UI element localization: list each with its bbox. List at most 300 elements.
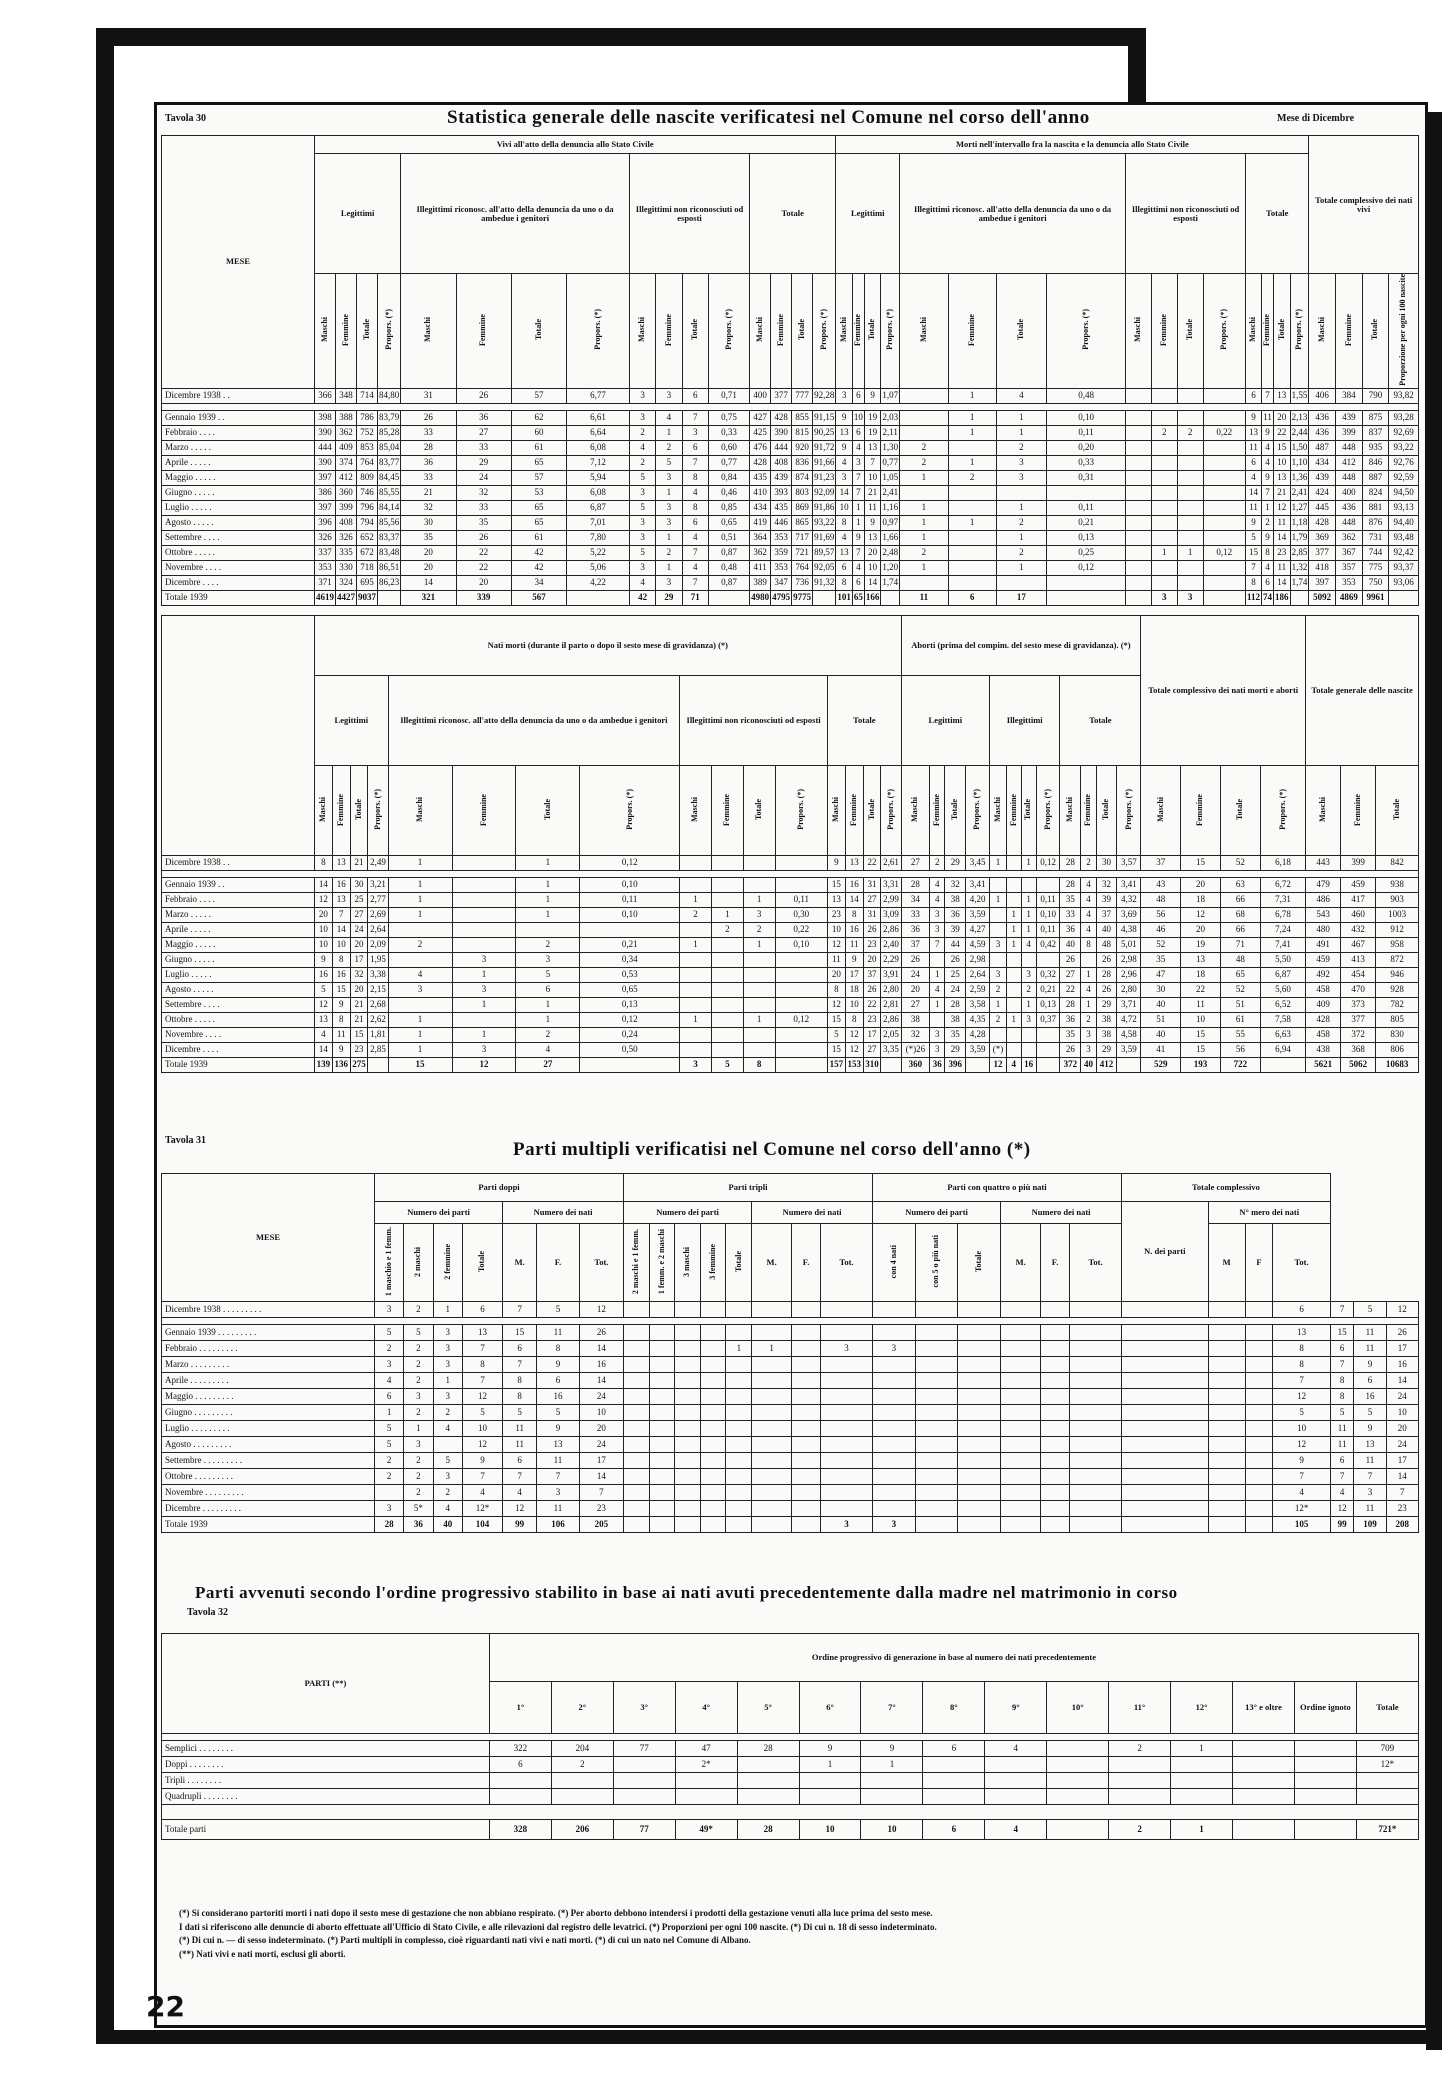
cell: 16 bbox=[579, 1357, 623, 1373]
cell bbox=[1203, 530, 1246, 545]
cell: 12 bbox=[1181, 908, 1221, 923]
cell: 101 bbox=[836, 590, 853, 605]
cell: 14 bbox=[1274, 575, 1291, 590]
cell: 1 bbox=[989, 893, 1006, 908]
cell: 33 bbox=[456, 440, 511, 455]
table30-label: Tavola 30 bbox=[165, 113, 207, 124]
col31-c2 bbox=[404, 1224, 433, 1302]
cell: 9 bbox=[537, 1357, 580, 1373]
col-c_m-4 bbox=[836, 274, 853, 389]
cell: 1 bbox=[743, 938, 775, 953]
cell bbox=[792, 1389, 821, 1405]
cell: 26 bbox=[456, 388, 511, 403]
cell: 8 bbox=[845, 1013, 863, 1028]
cell: 16 bbox=[1354, 1389, 1386, 1405]
cell bbox=[1001, 1373, 1041, 1389]
cell: 40 bbox=[1081, 1058, 1096, 1073]
cell bbox=[388, 998, 452, 1013]
cell: 2 bbox=[404, 1485, 433, 1501]
cell: 31 bbox=[401, 388, 456, 403]
col2-c_m-7-text: Maschi bbox=[1155, 797, 1165, 822]
cell: 364 bbox=[750, 530, 771, 545]
cell: 27 bbox=[516, 1058, 580, 1073]
cell: 806 bbox=[1376, 1043, 1419, 1058]
cell bbox=[861, 1789, 923, 1805]
cell: 13 bbox=[332, 893, 350, 908]
cell bbox=[1151, 470, 1177, 485]
cell: 12 bbox=[1386, 1302, 1418, 1318]
document-page bbox=[154, 102, 1428, 2028]
cell bbox=[792, 1357, 821, 1373]
col-c_m-4-text: Maschi bbox=[838, 317, 848, 343]
cell: 93,22 bbox=[1389, 440, 1419, 455]
cell: 33 bbox=[401, 425, 456, 440]
cell: 65 bbox=[511, 515, 566, 530]
cell bbox=[1122, 1485, 1209, 1501]
cell bbox=[1208, 1389, 1245, 1405]
cell: 13 bbox=[845, 856, 863, 871]
total-row bbox=[162, 1058, 1419, 1073]
cell bbox=[623, 1501, 649, 1517]
cell: 47 bbox=[675, 1741, 737, 1757]
col-c_m-2-text: Maschi bbox=[637, 317, 647, 343]
cell: 0,12 bbox=[1047, 560, 1126, 575]
cell: 8 bbox=[537, 1341, 580, 1357]
cell: 347 bbox=[771, 575, 792, 590]
cell: 0,84 bbox=[708, 470, 749, 485]
table-row bbox=[162, 560, 1419, 575]
cell: 36 bbox=[930, 1058, 945, 1073]
cell: 16 bbox=[845, 878, 863, 893]
cell bbox=[737, 1773, 799, 1789]
cell: 10 bbox=[845, 998, 863, 1013]
cell bbox=[1122, 1437, 1209, 1453]
cell: 328 bbox=[489, 1820, 551, 1840]
cell: 93,22 bbox=[813, 515, 836, 530]
cell bbox=[1122, 1302, 1209, 1318]
col2-c_p-4 bbox=[966, 766, 990, 856]
cell bbox=[821, 1389, 873, 1405]
cell bbox=[743, 1028, 775, 1043]
col-c_m-6 bbox=[1126, 274, 1152, 389]
cell bbox=[1070, 1357, 1122, 1373]
cell bbox=[1070, 1437, 1122, 1453]
col-mese-2 bbox=[162, 616, 315, 856]
cell: 23 bbox=[1274, 545, 1291, 560]
cell: 30 bbox=[350, 878, 368, 893]
cell: 17 bbox=[863, 1028, 881, 1043]
cell bbox=[872, 1469, 915, 1485]
col31c-cf: F. bbox=[1041, 1224, 1070, 1302]
cell: 9 bbox=[1354, 1421, 1386, 1437]
cell: 12 bbox=[1273, 1389, 1331, 1405]
col-c_t-4 bbox=[864, 274, 881, 389]
col-c_t-6 bbox=[1177, 274, 1203, 389]
cell: 28 bbox=[737, 1820, 799, 1840]
cell: 2 bbox=[1021, 983, 1036, 998]
cell: 94,50 bbox=[1389, 485, 1419, 500]
cell bbox=[700, 1341, 726, 1357]
cell: 2,69 bbox=[368, 908, 388, 923]
cell bbox=[680, 983, 712, 998]
col-c_t-1-text: Totale bbox=[533, 319, 543, 341]
col-c_f-7 bbox=[1262, 274, 1274, 389]
cell: 1 bbox=[656, 425, 682, 440]
cell bbox=[700, 1389, 726, 1405]
cell: 37 bbox=[901, 938, 930, 953]
table-row bbox=[162, 1325, 1419, 1341]
col2-c_f-1-text: Femmine bbox=[478, 793, 488, 826]
cell: 40 bbox=[433, 1517, 462, 1533]
cell: 7 bbox=[503, 1357, 537, 1373]
cell: 458 bbox=[1306, 1028, 1341, 1043]
col2-c_t-7 bbox=[1220, 766, 1260, 856]
col-c_f-1 bbox=[456, 274, 511, 389]
cell: 16 bbox=[1021, 1058, 1036, 1073]
cell bbox=[726, 1357, 752, 1373]
cell: 13 bbox=[537, 1437, 580, 1453]
cell: 5 bbox=[1246, 530, 1262, 545]
cell: 2 bbox=[989, 983, 1006, 998]
cell bbox=[1001, 1453, 1041, 1469]
row-label: Totale 1939 bbox=[162, 590, 315, 605]
cell: 3 bbox=[930, 923, 945, 938]
cell bbox=[675, 1421, 701, 1437]
col2-c_m-3 bbox=[828, 766, 846, 856]
cell: 5 bbox=[1273, 1405, 1331, 1421]
cell bbox=[958, 1357, 1001, 1373]
cell bbox=[743, 998, 775, 1013]
col32-12: 13° e oltre bbox=[1233, 1682, 1295, 1734]
cell: 36 bbox=[945, 908, 966, 923]
col2-c_f-5 bbox=[1007, 766, 1021, 856]
cell: 875 bbox=[1362, 410, 1389, 425]
cell bbox=[1151, 530, 1177, 545]
table-row bbox=[162, 1773, 1419, 1789]
cell: 4 bbox=[1081, 908, 1096, 923]
cell: 9 bbox=[1262, 530, 1274, 545]
cell bbox=[915, 1469, 958, 1485]
cell: 36 bbox=[901, 923, 930, 938]
cell: 92,42 bbox=[1389, 545, 1419, 560]
cell: 1 bbox=[516, 878, 580, 893]
cell bbox=[1177, 470, 1203, 485]
cell bbox=[985, 1789, 1047, 1805]
cell bbox=[792, 1469, 821, 1485]
col-c_p-5 bbox=[1047, 274, 1126, 389]
cell: 12 bbox=[462, 1437, 502, 1453]
scan-border-right bbox=[1426, 112, 1442, 2050]
row-label: Gennaio 1939 . . bbox=[162, 878, 315, 893]
cell: 1 bbox=[656, 560, 682, 575]
cell: 5 bbox=[1330, 1405, 1353, 1421]
cell: 109 bbox=[1354, 1517, 1386, 1533]
cell bbox=[872, 1405, 915, 1421]
cell bbox=[775, 1043, 827, 1058]
row-label: Semplici . . . . . . . . bbox=[162, 1741, 490, 1757]
cell bbox=[1117, 1058, 1141, 1073]
cell bbox=[1109, 1773, 1171, 1789]
cell: 842 bbox=[1376, 856, 1419, 871]
cell: 4 bbox=[1330, 1485, 1353, 1501]
cell: 2,29 bbox=[881, 953, 901, 968]
cell: 4 bbox=[656, 410, 682, 425]
cell: 1,05 bbox=[881, 470, 900, 485]
cell: 28 bbox=[1060, 878, 1081, 893]
cell: 41 bbox=[1141, 1043, 1181, 1058]
table31-multiple-births bbox=[161, 1173, 1419, 1533]
cell bbox=[792, 1405, 821, 1421]
cell bbox=[452, 908, 516, 923]
cell: 439 bbox=[771, 470, 792, 485]
cell: 6 bbox=[948, 590, 996, 605]
cell: 26 bbox=[1096, 983, 1117, 998]
cell bbox=[1122, 1405, 1209, 1421]
cell: 22 bbox=[456, 560, 511, 575]
scan-border-left bbox=[96, 28, 114, 2038]
table30-stillbirths bbox=[161, 615, 1419, 1073]
cell: 436 bbox=[1309, 410, 1336, 425]
cell bbox=[821, 1302, 873, 1318]
cell: 6 bbox=[462, 1302, 502, 1318]
cell: 3 bbox=[404, 1437, 433, 1453]
cell: 11 bbox=[503, 1421, 537, 1437]
cell: 24 bbox=[579, 1437, 623, 1453]
cell: 9 bbox=[332, 998, 350, 1013]
cell: 5 bbox=[375, 1325, 404, 1341]
group-5: Illegittimi riconosc. all'atto della denuncia da uno o da ambedue i genitori bbox=[900, 154, 1126, 274]
cell: 6 bbox=[836, 560, 853, 575]
cell: 0,33 bbox=[1047, 455, 1126, 470]
cell: 3 bbox=[682, 425, 708, 440]
col2-c_p-1-text: Propors. (*) bbox=[624, 789, 634, 830]
row-label: Settembre . . . . . . . . . bbox=[162, 1453, 375, 1469]
cell bbox=[958, 1517, 1001, 1533]
cell: 1,50 bbox=[1290, 440, 1309, 455]
cell: 2,85 bbox=[368, 1043, 388, 1058]
row-label: Novembre . . . . bbox=[162, 560, 315, 575]
cell: 57 bbox=[511, 470, 566, 485]
table-row bbox=[162, 1043, 1419, 1058]
cell: 718 bbox=[357, 560, 378, 575]
cell bbox=[958, 1453, 1001, 1469]
footnote-4: (**) Nati vivi e nati morti, esclusi gli aborti. bbox=[179, 1948, 346, 1959]
cell: 2,49 bbox=[368, 856, 388, 871]
cell: 1 bbox=[996, 530, 1047, 545]
cell: 454 bbox=[1341, 968, 1376, 983]
col-c_m-7-text: Maschi bbox=[1248, 317, 1258, 343]
cell bbox=[958, 1501, 1001, 1517]
cell bbox=[743, 953, 775, 968]
cell: 359 bbox=[771, 545, 792, 560]
cell: 29 bbox=[1096, 1043, 1117, 1058]
cell: 6,61 bbox=[567, 410, 630, 425]
col31b-c8 bbox=[700, 1224, 726, 1302]
cell: 15 bbox=[350, 1028, 368, 1043]
table-row bbox=[162, 1302, 1419, 1318]
cell: 2,86 bbox=[881, 1013, 901, 1028]
cell bbox=[923, 1773, 985, 1789]
cell bbox=[1294, 1789, 1356, 1805]
cell: 13 bbox=[864, 440, 881, 455]
cell bbox=[623, 1485, 649, 1501]
cell bbox=[1122, 1373, 1209, 1389]
cell: 1 bbox=[1021, 998, 1036, 1013]
cell bbox=[726, 1421, 752, 1437]
cell: 1 bbox=[852, 515, 864, 530]
cell: 105 bbox=[1273, 1517, 1331, 1533]
cell: 11 bbox=[332, 1028, 350, 1043]
group-6: Illegittimi non riconosciuti od esposti bbox=[1126, 154, 1246, 274]
table-row bbox=[162, 1741, 1419, 1757]
cell: 77 bbox=[613, 1820, 675, 1840]
cell bbox=[1070, 1302, 1122, 1318]
col2-c_t-5-text: Totale bbox=[1023, 799, 1033, 821]
cell: 24 bbox=[901, 968, 930, 983]
cell: 93,37 bbox=[1389, 560, 1419, 575]
group-4: Legittimi bbox=[836, 154, 900, 274]
cell: 71 bbox=[1220, 938, 1260, 953]
cell: 920 bbox=[792, 440, 813, 455]
cell: 12 bbox=[828, 938, 846, 953]
cell: 26 bbox=[456, 530, 511, 545]
cell: 8 bbox=[332, 1013, 350, 1028]
cell: 8 bbox=[845, 908, 863, 923]
cell: 11 bbox=[1354, 1325, 1386, 1341]
cell bbox=[1126, 440, 1152, 455]
cell: 2 bbox=[629, 425, 655, 440]
cell: 2,64 bbox=[966, 968, 990, 983]
cell: 400 bbox=[750, 388, 771, 403]
cell: 55 bbox=[1220, 1028, 1260, 1043]
cell: 32 bbox=[901, 1028, 930, 1043]
cell bbox=[1233, 1757, 1295, 1773]
cell: 3,21 bbox=[368, 878, 388, 893]
cell: 3 bbox=[852, 455, 864, 470]
cell bbox=[872, 1302, 915, 1318]
cell bbox=[1208, 1501, 1245, 1517]
col32-11: 12° bbox=[1171, 1682, 1233, 1734]
cell: 38 bbox=[1096, 1028, 1117, 1043]
cell bbox=[680, 1043, 712, 1058]
cell: 2 bbox=[1177, 425, 1203, 440]
cell: 1 bbox=[996, 560, 1047, 575]
footnotes bbox=[179, 1907, 1409, 1961]
cell: 35 bbox=[945, 1028, 966, 1043]
cell: 6,52 bbox=[1260, 998, 1305, 1013]
cell: 92,28 bbox=[813, 388, 836, 403]
cell: 436 bbox=[1309, 425, 1336, 440]
cell: 17 bbox=[1386, 1453, 1418, 1469]
row-label: Marzo . . . . . . . . . bbox=[162, 1357, 375, 1373]
cell: 5 bbox=[656, 455, 682, 470]
cell: 8 bbox=[1081, 938, 1096, 953]
cell: 396 bbox=[315, 515, 336, 530]
col2-c_p-2 bbox=[775, 766, 827, 856]
cell: 399 bbox=[1336, 425, 1363, 440]
cell bbox=[1177, 455, 1203, 470]
cell: 6,18 bbox=[1260, 856, 1305, 871]
cell bbox=[1208, 1405, 1245, 1421]
cell: 16 bbox=[845, 923, 863, 938]
cell bbox=[1007, 1028, 1021, 1043]
col2-c_f-7-text: Femmine bbox=[1195, 793, 1205, 826]
cell: 2,98 bbox=[966, 953, 990, 968]
cell: 33 bbox=[901, 908, 930, 923]
cell bbox=[1122, 1357, 1209, 1373]
cell: 411 bbox=[750, 560, 771, 575]
cell: 51 bbox=[1141, 1013, 1181, 1028]
table-row bbox=[162, 1485, 1419, 1501]
cell: 91,32 bbox=[813, 575, 836, 590]
cell bbox=[1109, 1789, 1171, 1805]
cell: 30 bbox=[1141, 983, 1181, 998]
cell bbox=[872, 1421, 915, 1437]
cell bbox=[821, 1485, 873, 1501]
cell: 1 bbox=[1171, 1741, 1233, 1757]
col31b-c4 bbox=[726, 1224, 752, 1302]
cell: 2,05 bbox=[881, 1028, 901, 1043]
cell: 26 bbox=[863, 983, 881, 998]
cell: 15 bbox=[1246, 545, 1262, 560]
cell: 3 bbox=[656, 515, 682, 530]
cell: 85,56 bbox=[378, 515, 401, 530]
col2-c_p-6 bbox=[1117, 766, 1141, 856]
cell: 38 bbox=[945, 1013, 966, 1028]
col2-c_p-6-text: Propors. (*) bbox=[1123, 789, 1133, 830]
cell: 6 bbox=[852, 575, 864, 590]
cell bbox=[1047, 1820, 1109, 1840]
cell: 83,77 bbox=[378, 455, 401, 470]
cell: 85,55 bbox=[378, 485, 401, 500]
cell bbox=[551, 1789, 613, 1805]
cell: 353 bbox=[315, 560, 336, 575]
col2-c_f-5-text: Femmine bbox=[1008, 793, 1018, 826]
cell: 90,25 bbox=[813, 425, 836, 440]
cell bbox=[1041, 1302, 1070, 1318]
row-label: Luglio . . . . . bbox=[162, 500, 315, 515]
cell: 10 bbox=[315, 938, 333, 953]
col2-c_p-7-text: Propors. (*) bbox=[1277, 789, 1287, 830]
col-tot-c_m-text: Maschi bbox=[1316, 317, 1326, 343]
cell: 6,87 bbox=[567, 500, 630, 515]
cell: 9 bbox=[828, 856, 846, 871]
cell: (*) bbox=[989, 1043, 1006, 1058]
cell: 7 bbox=[1386, 1485, 1418, 1501]
cell: 794 bbox=[357, 515, 378, 530]
cell: 7,01 bbox=[567, 515, 630, 530]
cell: 0,32 bbox=[1036, 968, 1060, 983]
cell bbox=[1047, 1757, 1109, 1773]
cell: 12 bbox=[503, 1501, 537, 1517]
cell: 6 bbox=[682, 515, 708, 530]
col2-c_t-2-text: Totale bbox=[753, 799, 763, 821]
col32-10: 11° bbox=[1109, 1682, 1171, 1734]
cell bbox=[700, 1421, 726, 1437]
row-label: Giugno . . . . . bbox=[162, 953, 315, 968]
row-label: Doppi . . . . . . . . bbox=[162, 1757, 490, 1773]
cell: 2 bbox=[680, 908, 712, 923]
cell: 5,50 bbox=[1260, 953, 1305, 968]
col2-c_f-1 bbox=[452, 766, 516, 856]
cell: 8 bbox=[836, 515, 853, 530]
cell bbox=[680, 998, 712, 1013]
cell: 428 bbox=[771, 410, 792, 425]
cell: 10 bbox=[1386, 1405, 1418, 1421]
cell: 29 bbox=[1096, 998, 1117, 1013]
table-row bbox=[162, 983, 1419, 998]
cell: 16 bbox=[332, 878, 350, 893]
